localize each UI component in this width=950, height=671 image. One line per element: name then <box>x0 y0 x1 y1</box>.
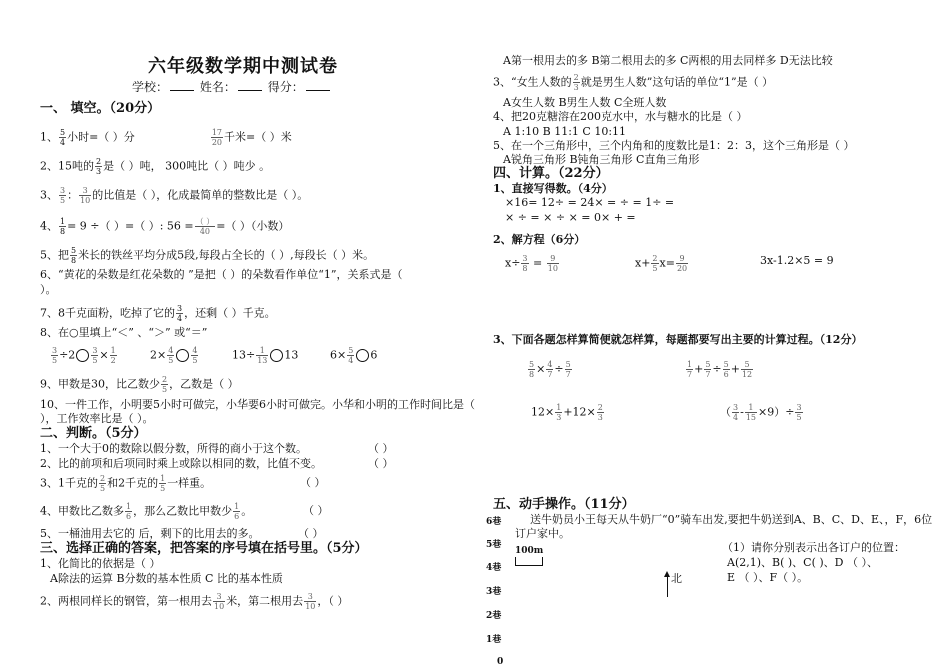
fill-q1: 1、 $\frac{5}{4}$ 小时=（ ）分 $\frac{17}{20}$ 千米=（ ）米 <box>40 128 292 147</box>
compare-circle[interactable] <box>176 349 189 362</box>
compare-circle[interactable] <box>356 349 369 362</box>
fill-q3: 3、 $\frac{3}{5}$ ： $\frac{3}{10}$ 的比值是（ ），化成最简单的整数比是（ ）。 <box>40 186 309 205</box>
north-arrow-icon <box>667 575 668 597</box>
judge-1: 1、一个大于0的数除以假分数，所得的商小于这个数。 <box>40 442 307 455</box>
task-description: 送牛奶员小王每天从牛奶厂“0”骑车出发,要把牛奶送到A、B、C、D、E、，F，6位 <box>530 513 933 526</box>
fill-q6-cont: ）。 <box>40 283 57 296</box>
choice-3-options: A女生人数 B男生人数 C全班人数 <box>503 96 667 109</box>
choice-5-options: A锐角三角形 B钝角三角形 C直角三角形 <box>503 153 700 166</box>
fill-q7: 7、8千克面粉，吃掉了它的 $\frac{3}{4}$ ，还剩（ ）千克。 <box>40 304 276 323</box>
choice-1-options: A除法的运算 B分数的基本性质 C 比的基本性质 <box>50 572 283 585</box>
judge-2-answer[interactable]: （ ） <box>368 457 394 470</box>
right-column <box>475 0 950 671</box>
position-question: （1）请你分别表示出各订户的位置： <box>722 541 905 554</box>
section-4-heading: 四、计算。（22分） <box>493 166 609 181</box>
choice-1: 1、化简比的依据是（ ） <box>40 557 161 570</box>
compare-circle[interactable] <box>76 349 89 362</box>
page-title: 六年级数学期中测试卷 <box>148 56 338 77</box>
section-2-heading: 二、判断。（5分） <box>40 426 147 441</box>
compare-circle[interactable] <box>270 349 283 362</box>
choice-5: 5、在一个三角形中，三个内角和的度数比是1：2：3，这个三角形是（ ） <box>493 139 855 152</box>
compare-3: 13÷ $\frac{1}{13}$ 13 <box>232 346 299 365</box>
fill-q9: 9、甲数是30，比乙数少 $\frac{2}{5}$ ，乙数是（ ） <box>40 375 239 394</box>
equation-2: x+ $\frac{2}{5}$ x= $\frac{9}{20}$ <box>635 254 688 273</box>
choice-4-options: A 1:10 B 11:1 C 10:11 <box>503 125 627 138</box>
calc-part-2: 2、解方程（6分） <box>493 233 586 246</box>
lane-label: 2巷 <box>486 611 502 621</box>
choice-3: 3、“女生人数的 $\frac{2}{3}$ 就是男生人数”这句话的单位“1”是（ ） <box>493 73 774 92</box>
simplify-1: $\frac{5}{8}$ × $\frac{4}{7}$ ÷ $\frac{5}{7}$ <box>529 360 571 379</box>
choice-2: 2、两根同样长的钢管，第一根用去 $\frac{3}{10}$ 米，第二根用去 $\frac{3}{10}$ ，（ ） <box>40 592 349 611</box>
position-answers-2: E （ ）、F（ ）。 <box>727 571 809 584</box>
fill-q5: 5、把 $\frac{5}{8}$ 米长的铁丝平均分成5段,每段占全长的（ ）,每段长（ ）米。 <box>40 246 375 265</box>
direct-calc-row-2: × ÷ = × ÷ × = 0× + = <box>505 211 636 224</box>
calc-part-1: 1、直接写得数。（4分） <box>493 182 613 195</box>
school-label: 学校： <box>132 80 169 94</box>
compare-4: 6× $\frac{5}{4}$ 6 <box>330 346 378 365</box>
fill-q2: 2、15吨的 $\frac{2}{3}$ 是（ ）吨， 300吨比（ ）吨少 。 <box>40 157 271 176</box>
choice-4: 4、把20克糖溶在200克水中，水与糖水的比是（ ） <box>493 110 748 123</box>
judge-3: 3、1千克的 $\frac{2}{5}$ 和2千克的 $\frac{1}{5}$ 一样重。 <box>40 474 212 493</box>
task-description-cont: 订户家中。 <box>515 527 570 540</box>
judge-5: 5、一桶油用去它的 后，剩下的比用去的多。 <box>40 527 260 540</box>
fill-q4: 4、 $\frac{1}{8}$ = 9 ÷（ ）=（ ）: 56 = $\frac{( )}{40}$ =（ ）（小数） <box>40 217 290 236</box>
direct-calc-row-1: ×16= 12÷ = 24× = ÷ = 1÷ = <box>505 196 675 209</box>
judge-3-answer[interactable]: （ ） <box>300 476 326 489</box>
fill-q6: 6、“黄花的朵数是红花朵数的 ”是把（ ）的朵数看作单位“1”，关系式是（ <box>40 268 403 281</box>
scale-bar <box>515 557 543 566</box>
score-label: 得分： <box>267 80 304 94</box>
section-5-heading: 五、动手操作。（11分） <box>493 497 635 512</box>
simplify-4: （ $\frac{3}{4}$ - $\frac{1}{15}$ ×9）÷ $\frac{3}{5}$ <box>720 403 802 422</box>
lane-label: 4巷 <box>486 563 502 573</box>
equation-3: 3x-1.2×5 = 9 <box>760 254 834 267</box>
section-3-heading: 三、选择正确的答案，把答案的序号填在括号里。（5分） <box>40 541 368 556</box>
school-field[interactable] <box>170 80 194 91</box>
compare-2: 2× $\frac{4}{5}$ $\frac{4}{5}$ <box>150 346 198 365</box>
judge-5-answer[interactable]: （ ） <box>298 527 324 540</box>
origin-label: 0 <box>497 657 504 667</box>
student-info-line <box>132 80 332 94</box>
position-answers-1: A(2,1)、B( )、C( )、D （ ）、 <box>727 556 878 569</box>
lane-label: 3巷 <box>486 587 502 597</box>
lane-label: 5巷 <box>486 540 502 550</box>
fill-q10: 10、一件工作，小明要5小时可做完，小华要6小时可做完。小华和小明的工作时间比是（ <box>40 398 475 411</box>
simplify-3: 12× $\frac{1}{3}$ +12× $\frac{2}{3}$ <box>531 403 603 422</box>
fill-q8: 8、在○里填上“＜” 、“＞” 或“＝” <box>40 326 208 339</box>
judge-1-answer[interactable]: （ ） <box>368 442 394 455</box>
lane-label: 6巷 <box>486 517 502 527</box>
calc-part-3: 3、下面各题怎样算简便就怎样算，每题都要写出主要的计算过程。（12分） <box>493 333 863 346</box>
fill-q10-cont: ），工作效率比是（ ）。 <box>40 412 154 425</box>
compare-1: $\frac{3}{5}$ ÷2 $\frac{3}{5}$ × $\frac{1}{2}$ <box>52 346 116 365</box>
judge-4-answer[interactable]: （ ） <box>303 504 329 517</box>
equation-1: x÷ $\frac{3}{8}$ = $\frac{9}{10}$ <box>505 254 558 273</box>
choice-2-options: A第一根用去的多 B第二根用去的多 C两根的用去同样多 D无法比较 <box>503 54 833 67</box>
name-label: 姓名： <box>199 80 236 94</box>
score-field[interactable] <box>306 80 330 91</box>
simplify-2: $\frac{1}{7}$ + $\frac{5}{7}$ ÷ $\frac{5}{6}$ + $\frac{5}{12}$ <box>687 360 753 379</box>
section-1-heading: 一、 填空。（20分） <box>40 101 161 116</box>
judge-2: 2、比的前项和后项同时乘上或除以相同的数，比值不变。 <box>40 457 322 470</box>
lane-label: 1巷 <box>486 635 502 645</box>
scale-label: 100m <box>515 546 544 556</box>
name-field[interactable] <box>238 80 262 91</box>
judge-4: 4、甲数比乙数多 $\frac{1}{6}$ ，那么乙数比甲数少 $\frac{1}{6}$ 。 <box>40 502 253 521</box>
north-label: 北 <box>671 572 682 585</box>
